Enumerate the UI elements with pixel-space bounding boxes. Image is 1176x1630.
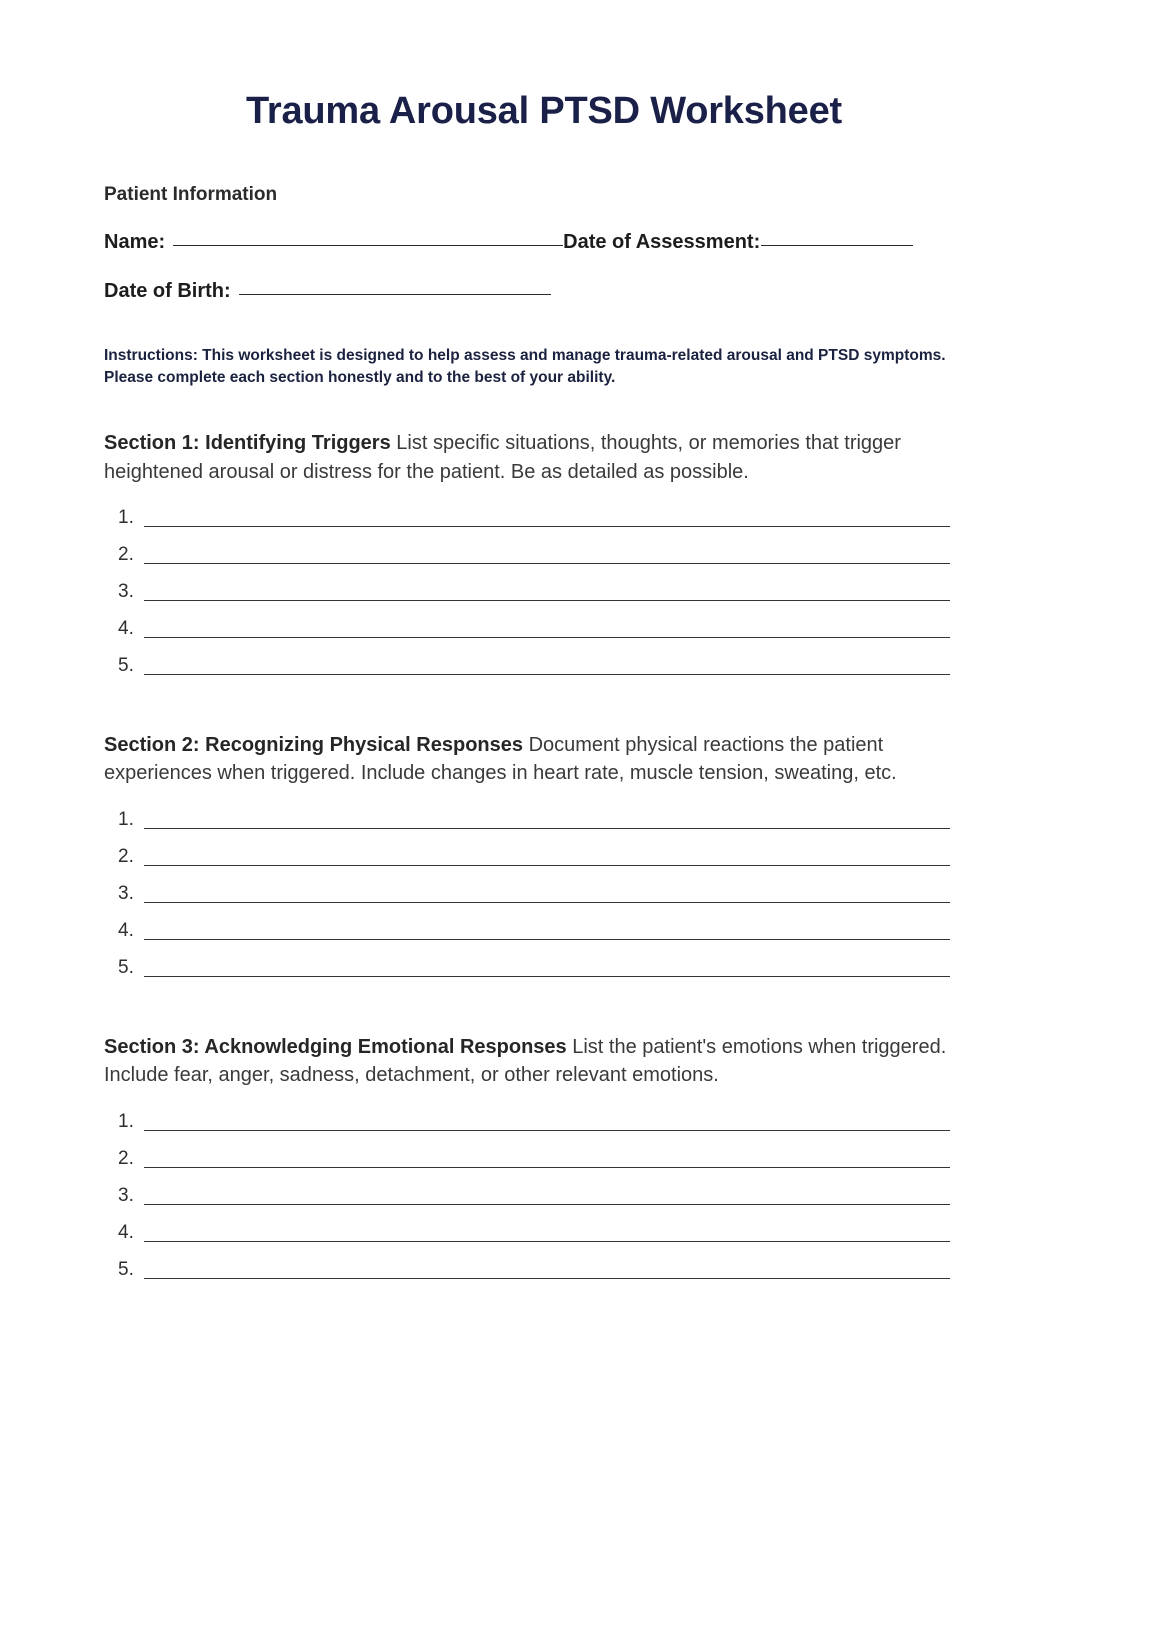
answer-line	[118, 1223, 984, 1242]
answer-line	[118, 656, 984, 675]
answer-blank[interactable]	[144, 667, 950, 675]
line-number: 4.	[118, 1221, 134, 1243]
section-2-description: Document physical reactions the patient experiences when triggered. Include changes in heart rate, muscle tension, sweating, etc.	[104, 734, 897, 785]
answer-blank[interactable]	[144, 556, 950, 564]
line-number: 3.	[118, 1184, 134, 1206]
line-number: 5.	[118, 1258, 134, 1280]
section-2-answer-lines	[104, 810, 984, 977]
line-number: 3.	[118, 581, 134, 603]
section-2	[104, 731, 984, 977]
section-3	[104, 1033, 984, 1279]
date-of-assessment-input[interactable]	[761, 231, 913, 246]
answer-line	[118, 810, 984, 829]
answer-blank[interactable]	[144, 593, 950, 601]
section-1-heading: Section 1: Identifying Triggers	[104, 432, 391, 455]
line-number: 2.	[118, 1147, 134, 1169]
date-of-birth-label: Date of Birth:	[104, 280, 231, 303]
answer-line	[118, 508, 984, 527]
answer-blank[interactable]	[144, 1234, 950, 1242]
answer-line	[118, 1112, 984, 1131]
line-number: 5.	[118, 956, 134, 978]
section-spacer	[104, 977, 984, 993]
name-input[interactable]	[173, 231, 563, 246]
date-of-birth-row	[104, 278, 984, 305]
answer-line	[118, 921, 984, 940]
answer-blank[interactable]	[144, 969, 950, 977]
section-3-heading: Section 3: Acknowledging Emotional Responses	[104, 1035, 567, 1058]
line-number: 3.	[118, 882, 134, 904]
answer-line	[118, 884, 984, 903]
instructions-text: Instructions: This worksheet is designed to help assess and manage trauma-related arousal and PTSD symptoms. Please complete each section honestly and to the best of your ability.	[104, 347, 946, 387]
name-label: Name:	[104, 231, 166, 254]
answer-blank[interactable]	[144, 858, 950, 866]
section-3-description: List the patient's emotions when triggered. Include fear, anger, sadness, detachment, or other relevant emotions.	[104, 1035, 947, 1087]
section-1-paragraph	[104, 429, 984, 486]
answer-blank[interactable]	[144, 1197, 950, 1205]
answer-blank[interactable]	[144, 630, 950, 638]
line-number: 1.	[118, 507, 134, 529]
page-title: Trauma Arousal PTSD Worksheet	[245, 90, 843, 132]
line-number: 2.	[118, 845, 134, 867]
answer-line	[118, 1260, 984, 1279]
answer-line	[118, 545, 984, 564]
answer-blank[interactable]	[144, 821, 950, 829]
section-3-paragraph	[104, 1033, 984, 1090]
page-content	[104, 0, 984, 1279]
line-number: 1.	[118, 1110, 134, 1132]
answer-blank[interactable]	[144, 1271, 950, 1279]
patient-information-heading: Patient Information	[104, 183, 278, 205]
name-and-assessment-row	[104, 229, 984, 256]
answer-line	[118, 619, 984, 638]
line-number: 2.	[118, 544, 134, 566]
section-1-answer-lines	[104, 508, 984, 675]
section-1-description: List specific situations, thoughts, or memories that trigger heightened arousal or distress for the patient. Be as detailed as possible.	[104, 432, 901, 483]
answer-line	[118, 1149, 984, 1168]
line-number: 4.	[118, 618, 134, 640]
section-2-heading: Section 2: Recognizing Physical Responses	[104, 734, 524, 757]
answer-blank[interactable]	[144, 519, 950, 527]
answer-line	[118, 958, 984, 977]
answer-blank[interactable]	[144, 1123, 950, 1131]
line-number: 4.	[118, 919, 134, 941]
section-1	[104, 429, 984, 675]
answer-blank[interactable]	[144, 1160, 950, 1168]
date-of-birth-input[interactable]	[239, 280, 551, 295]
date-of-assessment-label: Date of Assessment:	[563, 231, 761, 254]
section-3-answer-lines	[104, 1112, 984, 1279]
answer-line	[118, 582, 984, 601]
line-number: 5.	[118, 655, 134, 677]
answer-line	[118, 1186, 984, 1205]
section-spacer	[104, 675, 984, 691]
answer-blank[interactable]	[144, 895, 950, 903]
line-number: 1.	[118, 808, 134, 830]
answer-line	[118, 847, 984, 866]
section-2-paragraph	[104, 731, 984, 788]
answer-blank[interactable]	[144, 932, 950, 940]
